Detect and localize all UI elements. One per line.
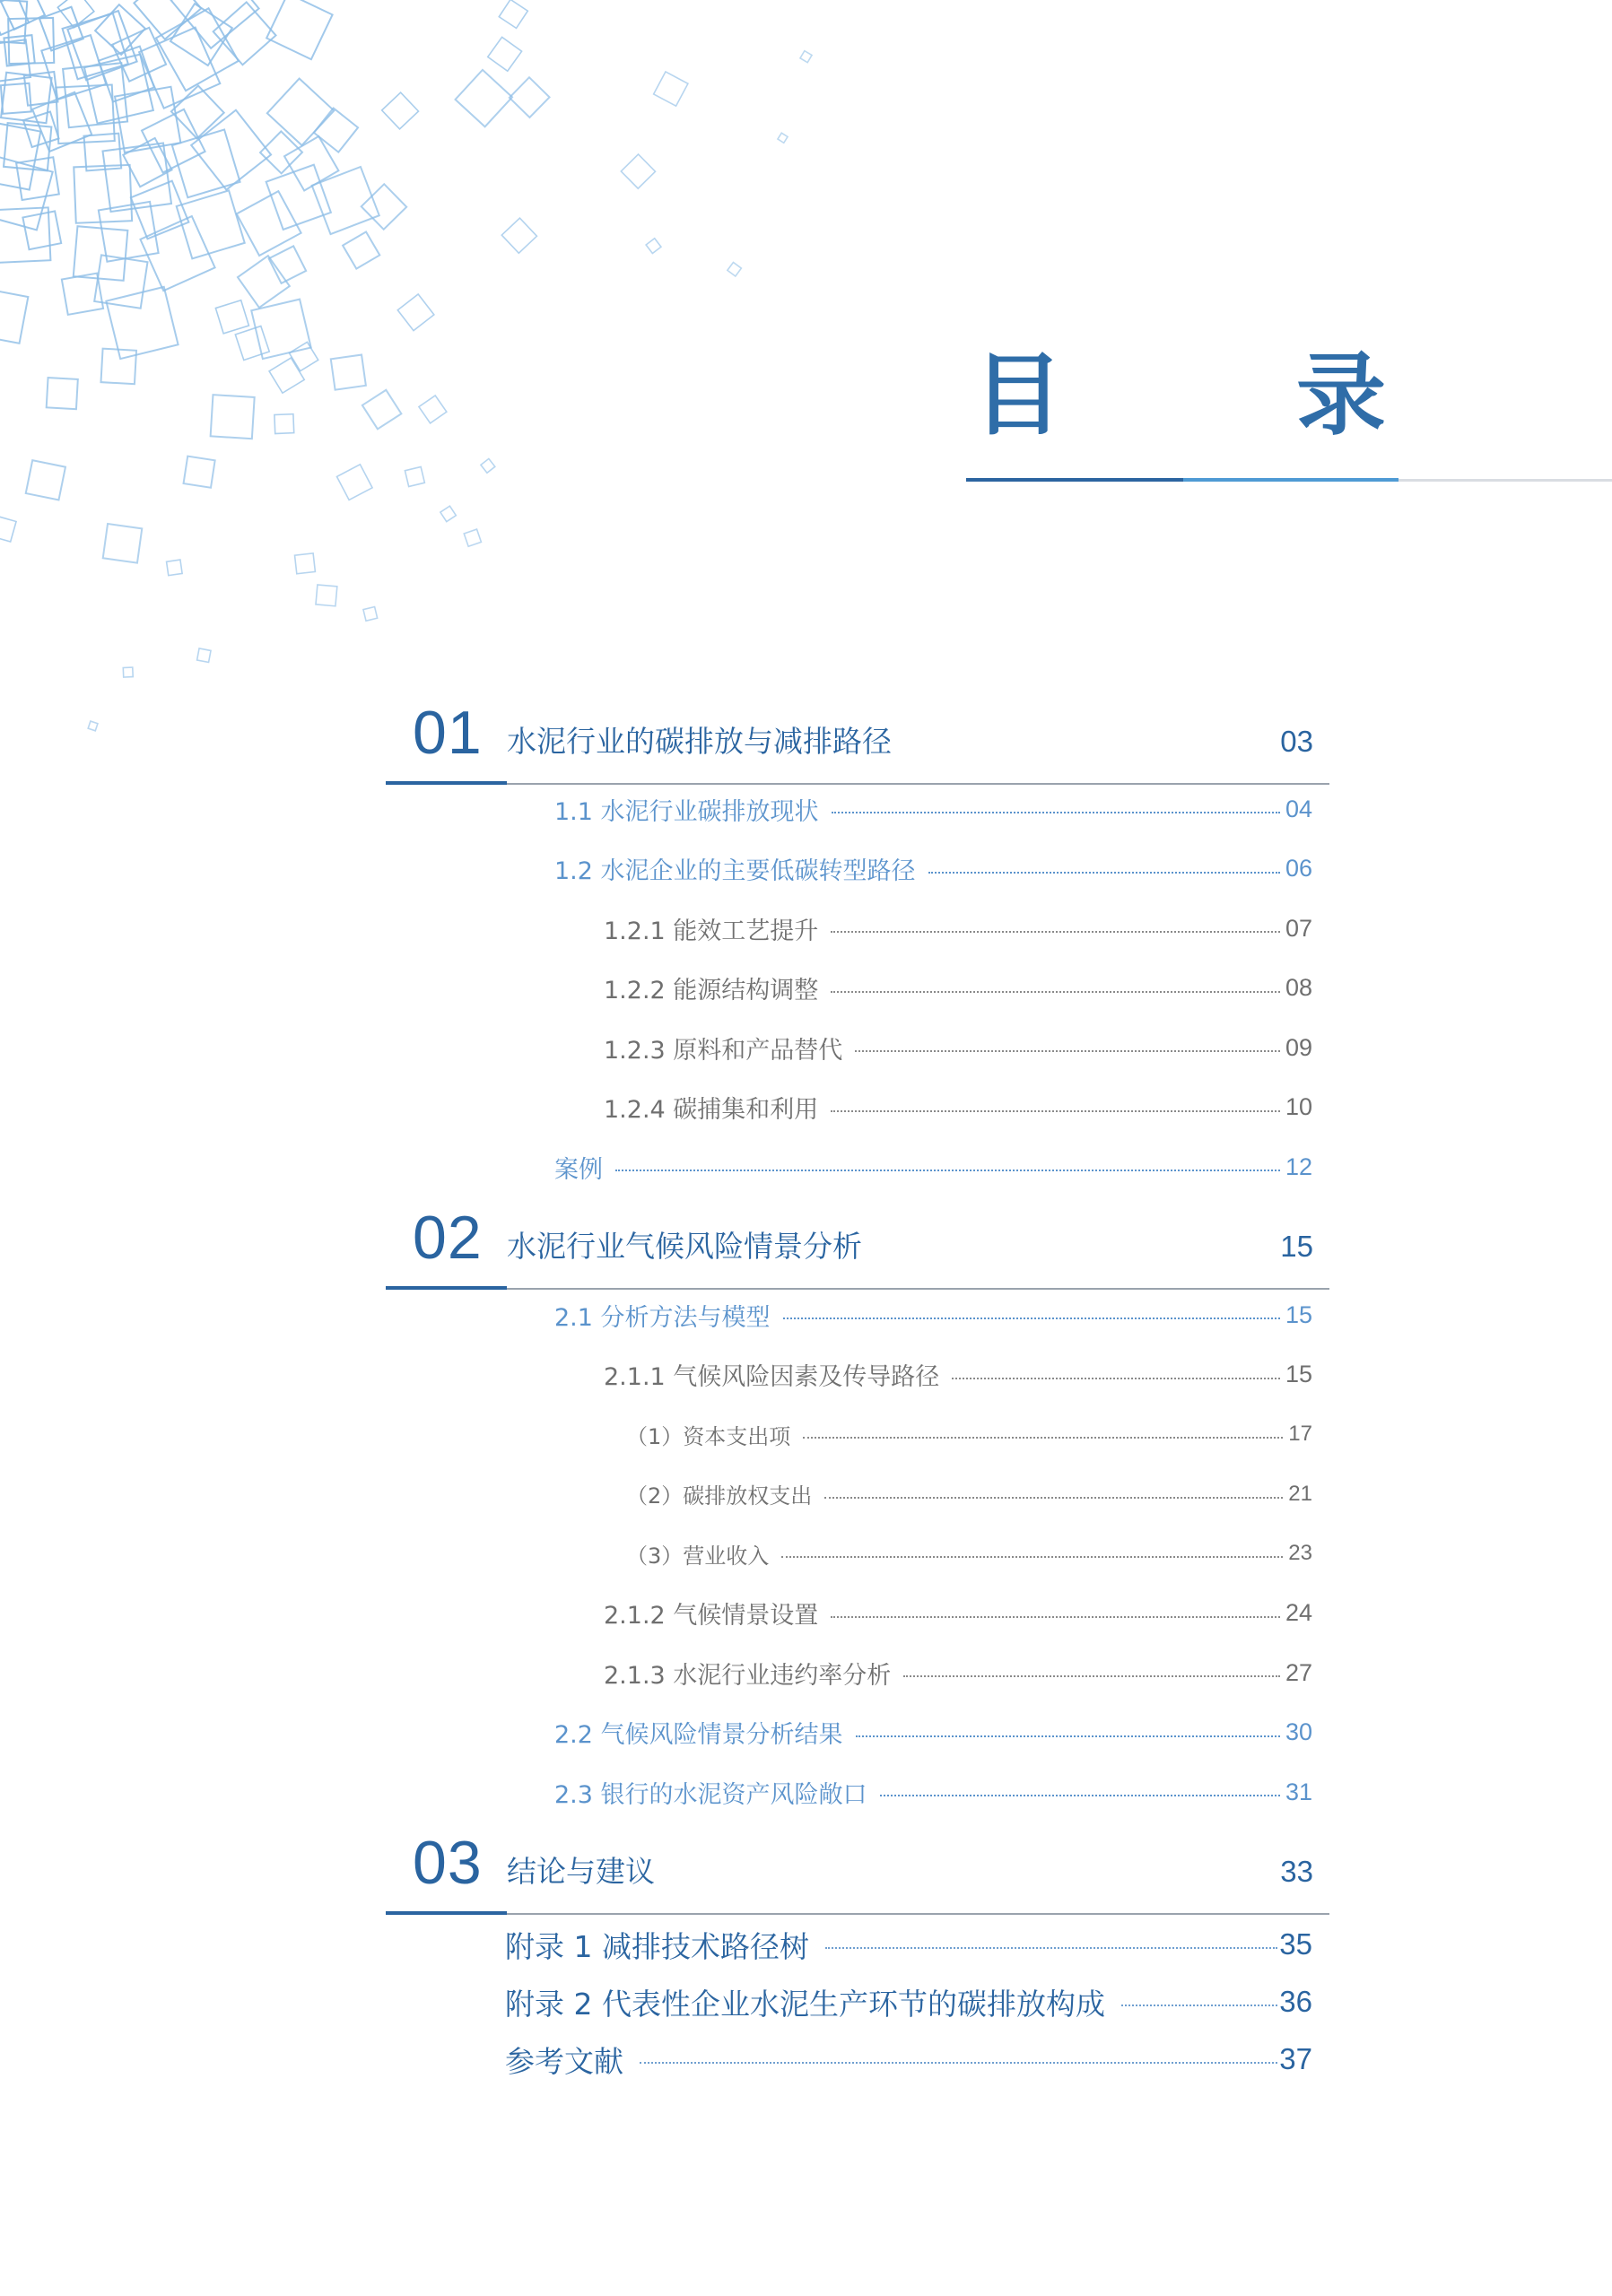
dot-leader — [928, 872, 1280, 874]
toc-entry[interactable] — [604, 910, 1312, 946]
decorative-square — [312, 167, 379, 234]
toc-entry-label: 2.1.2 气候情景设置 — [604, 1602, 819, 1630]
decorative-square — [362, 390, 402, 430]
title-underline-dark — [966, 478, 1183, 482]
decorative-square — [314, 108, 358, 152]
toc-entry-page: 15 — [1285, 1300, 1312, 1328]
toc-entry-label: （2）碳排放权支出 — [626, 1483, 813, 1509]
toc-entry-page: 31 — [1285, 1778, 1312, 1805]
decorative-square — [295, 553, 316, 574]
chapter-heading[interactable] — [386, 1191, 1329, 1290]
decorative-square — [177, 190, 245, 258]
decorative-square — [88, 721, 98, 731]
decorative-square — [67, 11, 136, 80]
decorative-square — [123, 667, 133, 677]
decorative-square — [99, 47, 154, 102]
decorative-square — [266, 0, 332, 59]
decorative-square — [134, 0, 201, 39]
decorative-square — [156, 8, 239, 91]
decorative-square — [139, 28, 220, 109]
decorative-square — [728, 262, 742, 276]
dot-leader — [855, 1050, 1280, 1052]
dot-leader — [952, 1378, 1280, 1379]
dot-leader — [640, 2062, 1277, 2064]
toc-entry-page: 08 — [1285, 974, 1312, 1001]
toc-entry[interactable] — [554, 791, 1312, 827]
decorative-square — [316, 585, 337, 606]
toc-entry-page: 10 — [1285, 1093, 1312, 1120]
decorative-square — [215, 300, 248, 334]
decorative-square — [115, 87, 180, 152]
dot-leader — [832, 812, 1280, 813]
decorative-square — [191, 110, 271, 190]
toc-entry-page: 07 — [1285, 914, 1312, 942]
decorative-square — [510, 77, 550, 117]
decorative-square — [238, 256, 290, 308]
toc-entry[interactable] — [604, 1357, 1312, 1393]
decorative-square — [8, 18, 54, 64]
chapter-title: 结论与建议 — [507, 1854, 655, 1889]
dot-leader — [831, 1616, 1280, 1618]
toc-entry-page: 24 — [1285, 1599, 1312, 1626]
decorative-square — [1, 73, 52, 124]
decorative-square — [405, 467, 424, 487]
decorative-square — [170, 4, 232, 65]
decorative-square — [74, 226, 128, 281]
toc-entry[interactable] — [626, 1416, 1312, 1452]
decorative-square — [269, 246, 307, 283]
decorative-square — [0, 0, 27, 43]
dot-leader — [856, 1735, 1280, 1737]
decorative-square — [269, 358, 304, 393]
chapter-page-number: 15 — [1280, 1230, 1313, 1263]
decorative-square — [56, 85, 115, 144]
decorative-square — [800, 51, 812, 63]
decorative-square — [112, 28, 166, 82]
decorative-square — [419, 396, 447, 423]
decorative-square — [646, 239, 661, 254]
decorative-square — [363, 607, 378, 622]
toc-entry-page: 15 — [1285, 1361, 1312, 1387]
decorative-square — [16, 157, 59, 200]
decorative-square — [488, 37, 522, 71]
decorative-square — [123, 138, 171, 187]
appendix-label: 附录 2 代表性企业水泥生产环节的碳排放构成 — [505, 1986, 1105, 2022]
decorative-square — [95, 4, 145, 55]
decorative-square — [0, 120, 40, 189]
decorative-square — [464, 529, 481, 546]
toc-entry-page: 30 — [1285, 1718, 1312, 1745]
chapter-number: 03 — [413, 1829, 483, 1897]
toc-entry[interactable] — [626, 1535, 1312, 1571]
toc-entry-label: （3）营业收入 — [626, 1543, 770, 1569]
chapter-divider-accent — [386, 1286, 507, 1290]
decorative-square — [260, 131, 302, 173]
decorative-square — [171, 86, 224, 139]
decorative-square — [142, 109, 205, 173]
toc-entry-label: 1.2.2 能源结构调整 — [604, 977, 819, 1004]
decorative-square — [397, 294, 434, 331]
dot-leader — [783, 1318, 1280, 1319]
decorative-square — [184, 457, 215, 488]
decorative-square — [63, 63, 127, 127]
decorative-square — [267, 79, 334, 145]
chapter-heading[interactable] — [386, 686, 1329, 785]
dot-leader — [781, 1556, 1283, 1558]
decorative-square — [131, 181, 189, 239]
toc-entry-label: 2.1 分析方法与模型 — [554, 1303, 771, 1332]
decorative-square — [362, 184, 406, 229]
decorative-square — [251, 300, 310, 359]
toc-entry-page: 17 — [1288, 1422, 1312, 1446]
decorative-square — [1, 83, 31, 114]
dot-leader — [615, 1170, 1280, 1171]
dot-leader — [1121, 2005, 1277, 2006]
decorative-square — [4, 123, 51, 170]
appendix-label: 参考文献 — [505, 2043, 623, 2079]
decorative-square — [266, 165, 331, 230]
toc-entry-label: 2.3 银行的水泥资产风险敞口 — [554, 1780, 867, 1809]
decorative-square — [74, 165, 132, 223]
chapter-divider — [386, 1913, 1329, 1915]
decorative-square — [197, 648, 211, 662]
title-underline-light — [1183, 478, 1399, 482]
toc-entry-page: 04 — [1285, 795, 1312, 822]
decorative-square — [274, 414, 294, 434]
chapter-title: 水泥行业的碳排放与减排路径 — [507, 724, 892, 759]
chapter-page-number: 33 — [1280, 1855, 1313, 1888]
decorative-square — [167, 560, 183, 576]
decorative-square — [99, 202, 159, 262]
toc-entry[interactable] — [554, 1774, 1312, 1810]
dot-leader — [831, 931, 1280, 933]
chapter-divider-accent — [386, 1911, 507, 1915]
decorative-square — [172, 130, 240, 198]
decorative-square — [106, 287, 178, 359]
toc-entry[interactable] — [554, 1149, 1312, 1185]
toc-entry[interactable] — [626, 1476, 1312, 1512]
dot-leader — [803, 1437, 1283, 1439]
toc-entry-page: 23 — [1288, 1541, 1312, 1565]
toc-entry-label: （1）资本支出项 — [626, 1423, 791, 1449]
decorative-square — [211, 395, 255, 439]
toc-entry-label: 2.2 气候风险情景分析结果 — [554, 1721, 843, 1749]
toc-entry[interactable] — [604, 1596, 1312, 1631]
decorative-square — [57, 0, 93, 28]
toc-entry-label: 2.1.3 水泥行业违约率分析 — [604, 1661, 892, 1690]
decorative-square — [32, 92, 91, 152]
toc-entry-page: 06 — [1285, 855, 1312, 882]
chapter-divider — [386, 783, 1329, 785]
toc-entry-page: 09 — [1285, 1033, 1312, 1061]
toc-entry-label: 1.1 水泥行业碳排放现状 — [554, 797, 819, 826]
decorative-square — [63, 13, 128, 79]
decorative-square — [94, 255, 147, 308]
decorative-square — [41, 35, 106, 100]
toc-entry[interactable] — [604, 1030, 1312, 1065]
decorative-square — [26, 460, 65, 500]
chapter-heading[interactable] — [386, 1816, 1329, 1915]
decorative-square — [103, 524, 143, 563]
chapter-divider — [386, 1288, 1329, 1290]
appendix-entry[interactable] — [505, 1922, 1312, 1967]
decorative-square — [213, 2, 276, 65]
chapter-number: 02 — [413, 1204, 483, 1272]
decorative-square — [83, 134, 121, 171]
page-title: 目 录 — [973, 342, 1458, 448]
appendix-entry[interactable] — [505, 1979, 1312, 2024]
decorative-square — [100, 349, 136, 385]
decorative-square — [0, 156, 53, 230]
appendix-page: 37 — [1279, 2042, 1312, 2075]
title-underline-grey — [1399, 479, 1612, 482]
decorative-square — [0, 39, 30, 82]
toc-entry[interactable] — [604, 1090, 1312, 1126]
dot-leader — [831, 1110, 1280, 1112]
decorative-square — [62, 274, 103, 315]
decorative-square — [171, 0, 259, 48]
toc-entry-label: 1.2.1 能效工艺提升 — [604, 917, 819, 945]
dot-leader — [903, 1675, 1280, 1677]
decorative-square — [499, 0, 527, 28]
decorative-square — [0, 0, 45, 30]
decorative-square — [4, 35, 34, 65]
decorative-square — [237, 191, 301, 256]
toc-entry-label: 1.2 水泥企业的主要低碳转型路径 — [554, 857, 916, 885]
decorative-square — [140, 216, 214, 291]
decorative-square — [621, 154, 655, 188]
decorative-square — [23, 112, 58, 147]
toc-entry-page: 12 — [1285, 1152, 1312, 1180]
dot-leader — [831, 991, 1280, 993]
decorative-square — [39, 7, 83, 51]
decorative-square — [331, 355, 366, 390]
decorative-square — [501, 218, 536, 253]
decorative-square — [440, 506, 456, 521]
toc-entry-page: 27 — [1285, 1658, 1312, 1686]
appendix-page: 35 — [1279, 1927, 1312, 1961]
dot-leader — [824, 1497, 1283, 1499]
decorative-square — [289, 342, 318, 370]
chapter-title: 水泥行业气候风险情景分析 — [507, 1229, 862, 1264]
decorative-square — [382, 92, 419, 129]
decorative-square — [0, 207, 50, 263]
toc-entry-label: 1.2.4 碳捕集和利用 — [604, 1096, 819, 1124]
chapter-page-number: 03 — [1280, 725, 1313, 758]
appendix-page: 36 — [1279, 1985, 1312, 2018]
decorative-square — [24, 72, 58, 106]
decorative-square — [84, 55, 153, 124]
decorative-square — [0, 288, 28, 344]
toc-entry-label: 2.1.1 气候风险因素及传导路径 — [604, 1363, 940, 1391]
appendix-entry[interactable] — [505, 2037, 1312, 2082]
toc-entry-label: 案例 — [554, 1155, 603, 1184]
dot-leader — [825, 1947, 1277, 1949]
toc-entry-label: 1.2.3 原料和产品替代 — [604, 1036, 843, 1065]
decorative-square — [0, 0, 29, 35]
decorative-square — [654, 72, 688, 106]
decorative-square — [103, 143, 172, 212]
dot-leader — [880, 1795, 1280, 1796]
toc-entry[interactable] — [604, 970, 1312, 1006]
toc-entry[interactable] — [604, 1655, 1312, 1691]
decorative-square — [343, 231, 379, 268]
toc-entry[interactable] — [554, 1297, 1312, 1333]
decorative-square — [22, 211, 61, 249]
chapter-number: 01 — [413, 699, 483, 767]
toc-entry[interactable] — [554, 851, 1312, 887]
decorative-square — [336, 465, 372, 500]
appendix-label: 附录 1 减排技术路径树 — [505, 1928, 809, 1964]
decorative-square — [778, 133, 788, 143]
decorative-square — [47, 378, 78, 409]
chapter-divider-accent — [386, 781, 507, 785]
toc-entry[interactable] — [554, 1715, 1312, 1751]
toc-entry-page: 21 — [1288, 1481, 1312, 1506]
decorative-square — [456, 70, 512, 126]
decorative-square — [235, 326, 269, 361]
decorative-square — [481, 458, 495, 473]
decorative-square — [284, 136, 338, 190]
decorative-square — [0, 516, 16, 542]
